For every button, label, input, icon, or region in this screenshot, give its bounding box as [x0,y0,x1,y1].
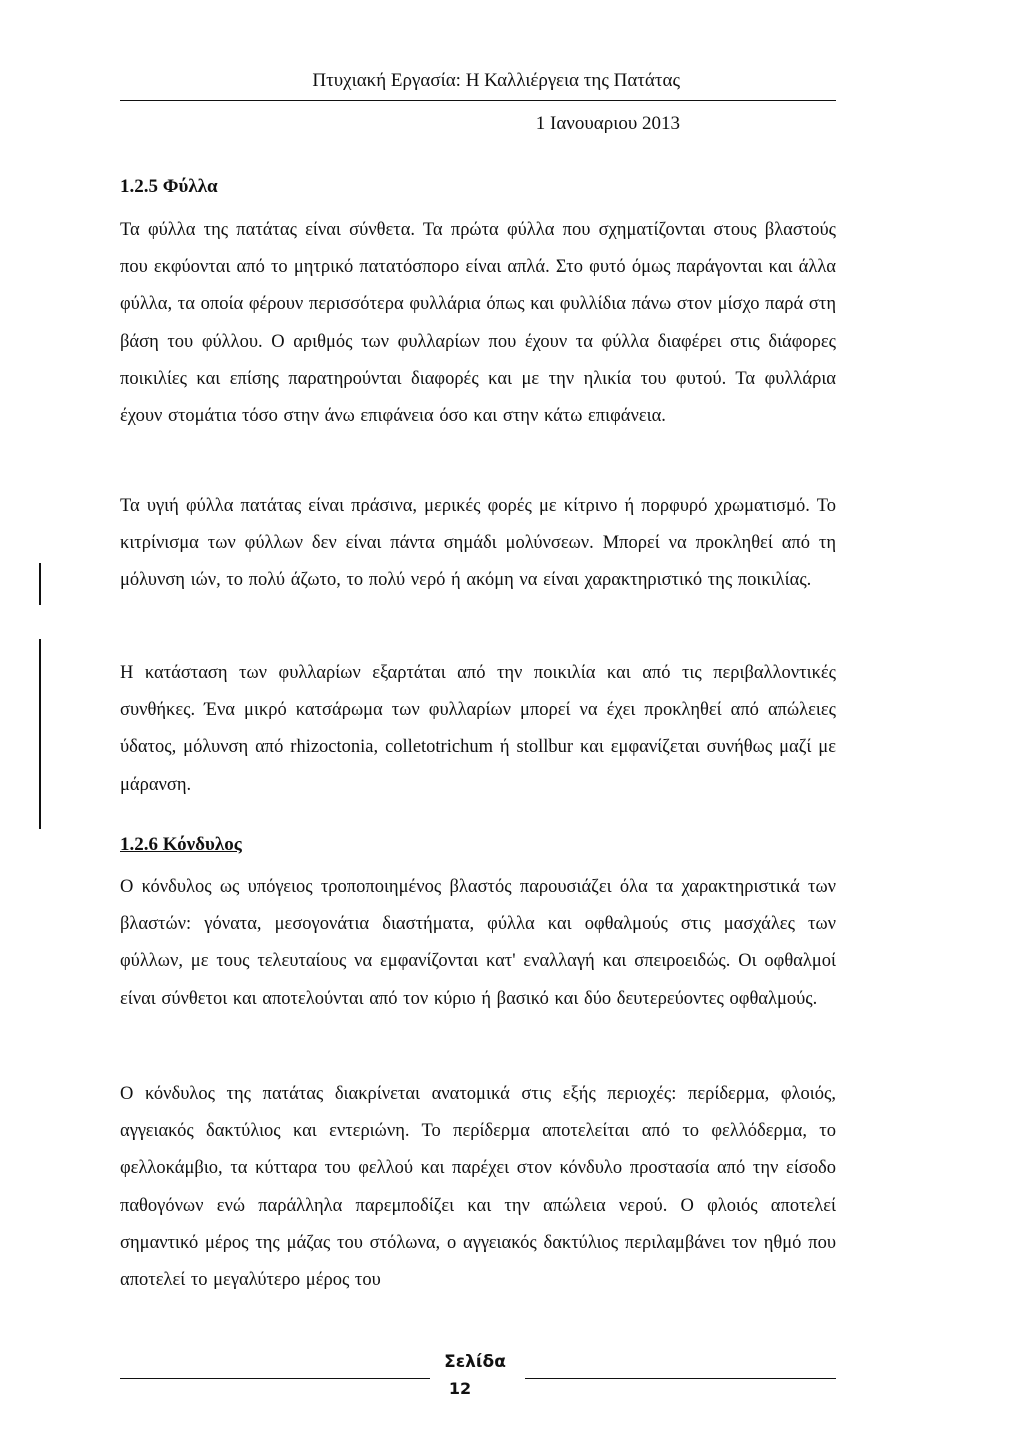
header-divider [120,100,836,101]
paragraph-tuber-stem: Ο κόνδυλος ως υπόγειος τροποποιημένος βλαστός παρουσιάζει όλα τα χαρακτηριστικά των βλαστών: γόνατα, μεσογονάτια διαστήματα, φύλλα και οφθαλμούς στις μασχάλες των φύλλων, με τους τελευταίους να εμφανίζονται κατ' εναλλαγή και σπειροειδώς. Οι οφθαλμοί είναι σύνθετοι και αποτελούνται από τον κύριο ή βασικό και δύο δευτερεύοντες οφθαλμούς. [120,877,836,1009]
section-heading-leaves: 1.2.5 Φύλλα [120,176,218,197]
footer-rule-left [120,1378,430,1379]
margin-change-bar [39,563,41,605]
running-header-title: Πτυχιακή Εργασία: Η Καλλιέργεια της Πατάτας [312,70,680,91]
footer-page-label: Σελίδα [444,1352,506,1372]
paragraph-leaves-structure: Τα φύλλα της πατάτας είναι σύνθετα. Τα πρώτα φύλλα που σχηματίζονται στους βλαστούς που εκφύονται από το μητρικό πατατόσπορο είναι απλά. Στο φυτό όμως παράγονται και άλλα φύλλα, τα οποία φέρουν περισσότερα φυλλάρια όπως και φυλλίδια πάνω στον μίσχο παρά στη βάση του φύλλου. Ο αριθμός των φυλλαρίων που έχουν τα φύλλα διαφέρει στις διάφορες ποικιλίες και επίσης παρατηρούνται διαφορές και με την ηλικία του φυτού. Τα φυλλάρια έχουν στομάτια τόσο στην άνω επιφάνεια όσο και στην κάτω επιφάνεια. [120,220,836,427]
paragraph-leaflets-condition: Η κατάσταση των φυλλαρίων εξαρτάται από την ποικιλία και από τις περιβαλλοντικές συνθήκες. Ένα μικρό κατσάρωμα των φυλλαρίων μπορεί να έχει προκληθεί από απώλειες ύδατος, μόλυνση από rhizoctonia, colletotrichum ή stollbur και εμφανίζεται συνήθως μαζί με μάρανση. [120,663,836,795]
section-heading-tuber: 1.2.6 Κόνδυλος [120,834,242,855]
running-header-date: 1 Ιανουαριου 2013 [535,113,680,134]
paragraph-leaves-color: Τα υγιή φύλλα πατάτας είναι πράσινα, μερικές φορές με κίτρινο ή πορφυρό χρωματισμό. Το κιτρίνισμα των φύλλων δεν είναι πάντα σημάδι μολύνσεων. Μπορεί να προκληθεί από τη μόλυνση ιών, το πολύ άζωτο, το πολύ νερό ή ακόμη να είναι χαρακτηριστικό της ποικιλίας. [120,496,836,591]
margin-change-bar [39,639,41,829]
paragraph-tuber-anatomy: Ο κόνδυλος της πατάτας διακρίνεται ανατομικά στις εξής περιοχές: περίδερμα, φλοιός, αγγειακός δακτύλιος και εντεριώνη. Το περίδερμα αποτελείται από το φελλόδερμα, το φελλοκάμβιο, τα κύτταρα του φελλού και παρέχει στον κόνδυλο προστασία από την είσοδο παθογόνων ενώ παράλληλα παρεμποδίζει και την απώλεια νερού. Ο φλοιός αποτελεί σημαντικό μέρος της μάζας του στόλωνα, ο αγγειακός δακτύλιος περιλαμβάνει τον ηθμό που αποτελεί το μεγαλύτερο μέρος του [120,1084,836,1291]
footer-page-number: 12 [448,1379,472,1398]
footer-rule-right [525,1378,836,1379]
